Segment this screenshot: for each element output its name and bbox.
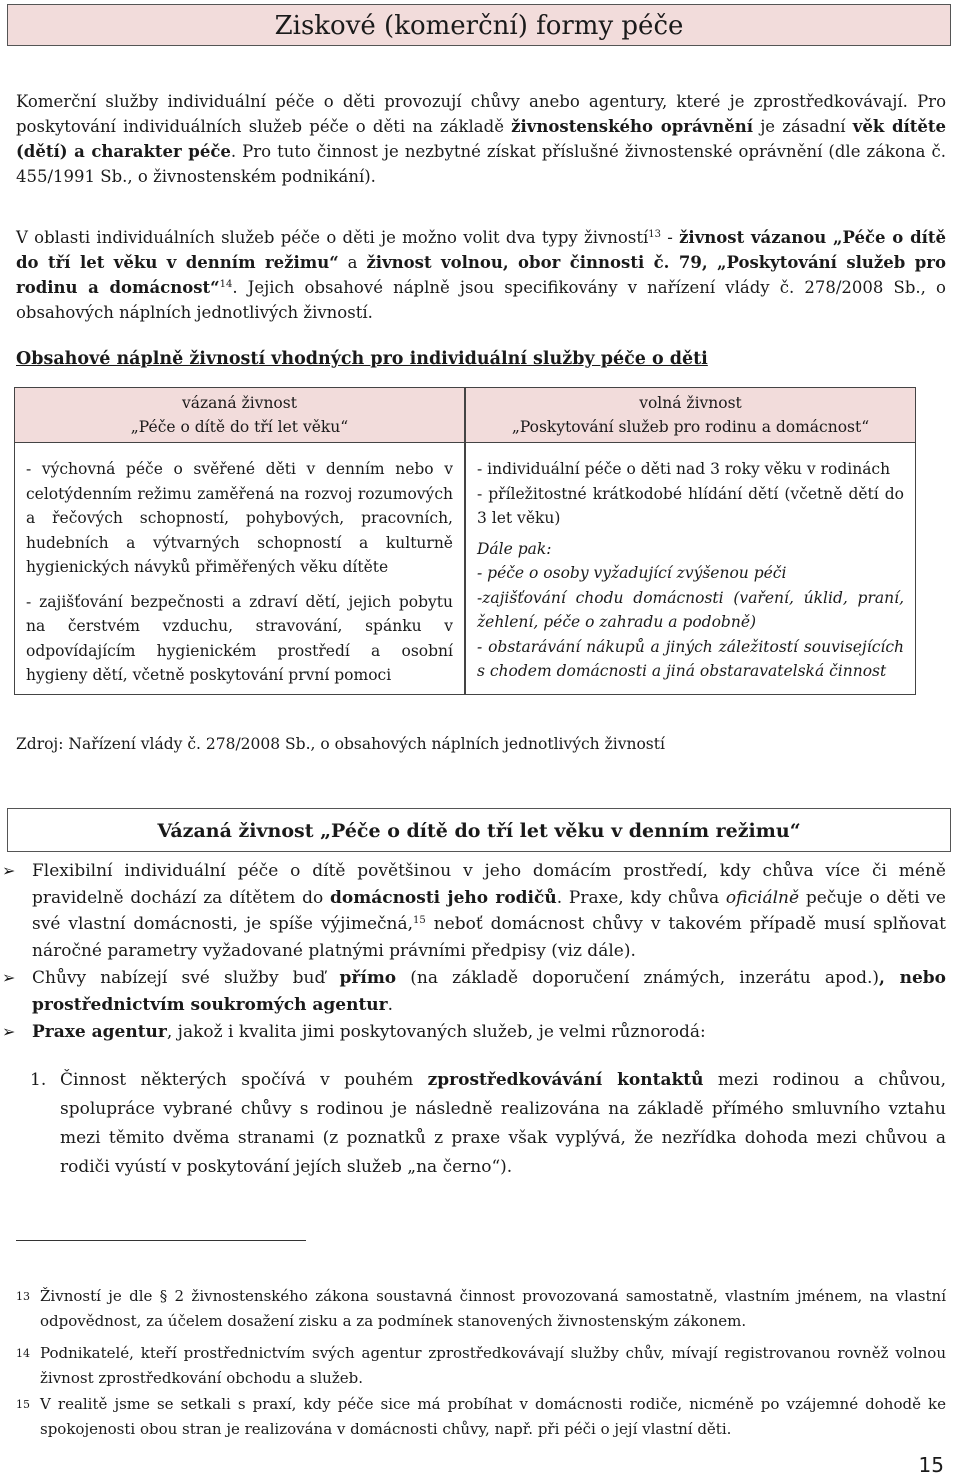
arrow-bullet-icon: ➢	[2, 1022, 16, 1041]
text-run: pečuje o děti ve své vlastní domácnosti, je spíše výjimečná,	[32, 887, 946, 934]
footnote-ref: 15	[413, 915, 426, 926]
section-subheading: Obsahové náplně živností vhodných pro individuální služby péče o děti	[16, 349, 708, 369]
arrow-bullet-icon: ➢	[2, 968, 16, 987]
arrow-bullet-icon: ➢	[2, 861, 16, 880]
text-bold: , nebo prostřednictvím soukromých agentur	[32, 968, 947, 1015]
table-cell-right	[465, 443, 915, 695]
text-run: je zásadní	[753, 117, 853, 136]
text-run: . Jejich obsahové náplně jsou specifikovány v nařízení vlády č. 278/2008 Sb., o obsahových náplních jednotlivých živností.	[16, 278, 946, 322]
text-run: .	[387, 994, 394, 1015]
list-item	[0, 965, 946, 1018]
text-run: Chůvy nabízejí své služby buď	[32, 968, 340, 988]
text-bold: věk dítěte (dětí) a charakter péče	[16, 117, 946, 161]
footnote-number: 13	[16, 1290, 30, 1303]
text-run: Flexibilní individuální péče o dítě povětšinou v jeho domácím prostředí, kdy chůva více či méně pravidelně dochází za dítětem do	[32, 861, 946, 908]
table-header-left	[15, 388, 465, 443]
text-run: . Praxe, kdy chůva	[556, 887, 726, 908]
text-run: Činnost některých spočívá v pouhém	[60, 1070, 428, 1090]
cell-paragraph: - příležitostné krátkodobé hlídání dětí (včetně dětí do 3 let věku)	[476, 484, 904, 527]
footnote-ref: 14	[219, 279, 233, 290]
text-italic: oficiálně	[725, 887, 800, 908]
item-number: 1.	[30, 1070, 47, 1090]
footnote-ref: 13	[648, 229, 661, 240]
section-heading-box: Vázaná živnost „Péče o dítě do tří let věku v denním režimu“	[7, 808, 951, 852]
cell-italic: Dále pak:	[476, 539, 552, 558]
footnote-number: 14	[16, 1347, 30, 1360]
text-run: Komerční služby individuální péče o děti provozují chůvy anebo agentury, které je zprostředkovávají. Pro poskytování individuálních služeb péče o děti na základě	[16, 92, 946, 136]
page-title: Ziskové (komerční) formy péče	[7, 4, 951, 46]
footnote-text: Živností je dle § 2 živnostenského zákona soustavná činnost provozovaná samostatně, vlastním jménem, na vlastní odpovědnost, za účelem dosažení zisku a za podmínek stanovených živnostenským zákonem.	[40, 1287, 946, 1330]
bullet-list	[0, 858, 946, 1047]
table-header-right	[465, 388, 915, 443]
header-line: „Poskytování služeb pro rodinu a domácnost“	[511, 418, 870, 436]
header-line: „Péče o dítě do tří let věku“	[130, 418, 349, 436]
text-run: V oblasti individuálních služeb péče o děti je možno volit dva typy živností	[16, 228, 649, 247]
cell-italic: - obstarávání nákupů a jiných záležitostí souvisejících s chodem domácnosti a jiná obstaravatelská činnost	[476, 637, 904, 680]
list-item	[0, 1019, 946, 1046]
text-run: -	[660, 228, 680, 247]
text-bold: živnost volnou, obor činnosti č. 79, „Poskytování služeb pro rodinu a domácnost“	[16, 253, 946, 297]
numbered-text	[30, 1066, 946, 1182]
text-bold: přímo	[339, 968, 397, 988]
footnote-number: 15	[16, 1398, 30, 1411]
footnote-13	[16, 1284, 946, 1334]
source-note: Zdroj: Nařízení vlády č. 278/2008 Sb., o obsahových náplních jednotlivých živností	[16, 735, 665, 753]
text-bold: zprostředkovávání kontaktů	[427, 1070, 704, 1090]
text-run: mezi rodinou a chůvou, spolupráce vybrané chůvy s rodinou je následně realizována na základě přímého smluvního vztahu mezi těmito dvěma stranami (z poznatků z praxe však vyplývá, že nezřídka dohoda mezi chůvou a rodiči vyústí v poskytování jejích služeb „na černo“).	[60, 1070, 946, 1177]
text-run: . Pro tuto činnost je nezbytné získat příslušné živnostenské oprávnění (dle zákona č. 455/1991 Sb., o živnostenském podnikání).	[16, 142, 946, 186]
text-run: , jakož i kvalita jimi poskytovaných služeb, je velmi různorodá:	[166, 1022, 706, 1042]
text-bold: domácnosti jeho rodičů	[329, 887, 557, 908]
cell-italic: -zajišťování chodu domácnosti (vaření, úklid, praní, žehlení, péče o zahradu a podobně)	[476, 588, 904, 631]
footnote-text: V realitě jsme se setkali s praxí, kdy péče sice má probíhat v domácnosti rodiče, nicméně po vzájemné dohodě ke spokojenosti obou stran je realizována v domácnosti chůvy, např. při péči o její vlastní děti.	[40, 1395, 946, 1438]
text-run: a	[338, 253, 367, 272]
cell-italic: - péče o osoby vyžadující zvýšenou péči	[476, 564, 787, 582]
footnote-15	[16, 1392, 946, 1442]
footnote-14	[16, 1341, 946, 1391]
cell-paragraph: - individuální péče o děti nad 3 roky věku v rodinách	[476, 460, 891, 478]
numbered-item	[30, 1066, 946, 1182]
table-cell-left	[15, 443, 465, 695]
list-item	[0, 858, 946, 964]
cell-paragraph: - zajišťování bezpečnosti a zdraví dětí, jejich pobytu na čerstvém vzduchu, stravování, spánku v odpovídajícím hygienickém prostředí a osobní hygieny dětí, včetně poskytování první pomoci	[26, 592, 453, 684]
types-paragraph	[16, 225, 946, 325]
comparison-table	[14, 387, 916, 695]
cell-paragraph: - výchovná péče o svěřené děti v denním nebo v celotýdenním režimu zaměřená na rozvoj rozumových a řečových schopností, pohybových, pracovních, hudebních a výtvarných schopností a kulturně hygienických návyků přiměřených věku dítěte	[26, 460, 453, 576]
footnote-text: Podnikatelé, kteří prostřednictvím svých agentur zprostředkovávají služby chův, mívají registrovanou rovněž volnou živnost zprostředkování obchodu a služeb.	[40, 1344, 946, 1387]
header-line: vázaná živnost	[182, 394, 297, 412]
text-run: neboť domácnost chůvy v takovém případě musí splňovat náročné parametry vyžadované platnými právními předpisy (viz dále).	[32, 914, 946, 961]
header-line: volná živnost	[639, 394, 742, 412]
text-run: (na základě doporučení známých, inzerátu apod.)	[396, 968, 880, 988]
page-number: 15	[918, 1453, 944, 1477]
text-bold: živnostenského oprávnění	[511, 117, 753, 136]
text-bold: živnost vázanou „Péče o dítě do tří let věku v denním režimu“	[16, 228, 946, 272]
footnote-separator	[16, 1240, 306, 1241]
intro-paragraph	[16, 89, 946, 189]
text-bold: Praxe agentur	[32, 1022, 167, 1042]
